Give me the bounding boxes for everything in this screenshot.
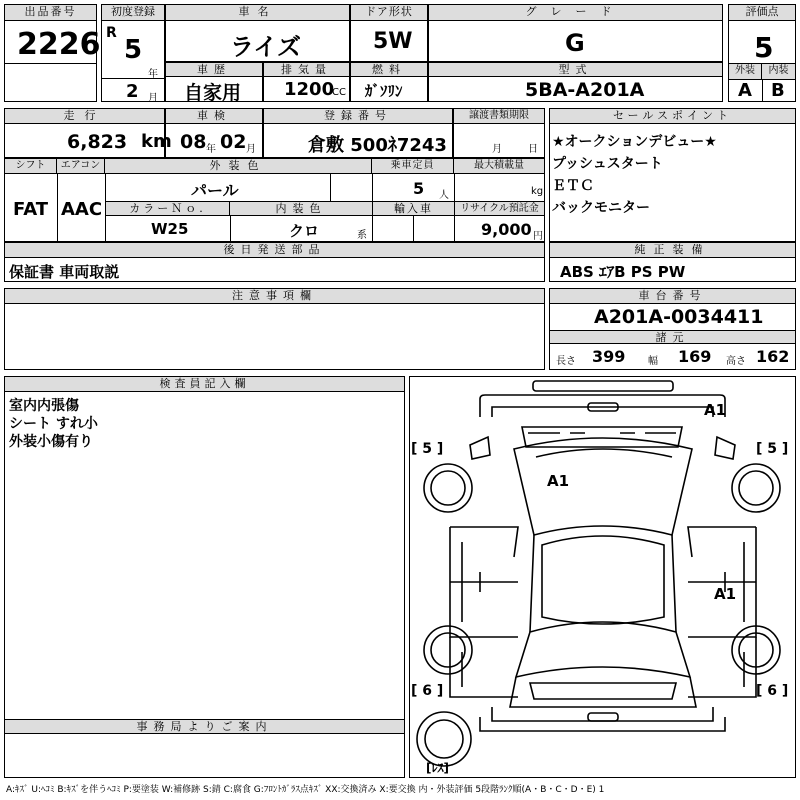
first-reg-month-unit: 月 — [148, 93, 158, 104]
later-parts-value: 保証書 車両取説 — [9, 263, 120, 281]
inspection-month-unit: 月 — [246, 144, 256, 155]
inspection-box — [165, 108, 263, 158]
tire-front-left: [ 5 ] — [411, 441, 444, 457]
import-label: 輸入車 — [373, 202, 454, 216]
score-int-label: 内装 — [762, 64, 795, 80]
sales-point-1: ★オークションデビュー★ — [552, 134, 717, 150]
caution-box — [4, 288, 545, 370]
history-box — [165, 62, 263, 102]
mileage-box — [4, 108, 172, 158]
legend-text: A:ｷｽﾞ U:ﾍｺﾐ B:ｷｽﾞを伴うﾍｺﾐ P:要塗装 W:補修跡 S:錆 C:腐食 G:ﾌﾛﾝﾄｶﾞﾗｽ点ｷｽﾞ XX:交換済み X:要交換 内・外装評価 5段階ﾗﾝｸ順(A・B・C・D・E) 1 — [6, 785, 605, 795]
transfer-box — [453, 108, 545, 158]
first-reg-month: 2 — [126, 81, 139, 102]
door-value: 5W — [373, 29, 413, 54]
door-label: ドア形状 — [351, 5, 427, 21]
score-int-value: B — [771, 80, 785, 101]
first-reg-year: 5 — [124, 35, 143, 65]
length-label: 長さ — [556, 356, 576, 367]
later-parts-box — [4, 242, 545, 282]
car-name-label: 車名 — [166, 5, 349, 21]
interior-color-unit: 系 — [357, 230, 367, 241]
width-value: 169 — [678, 347, 712, 366]
spec-grid-box — [4, 158, 545, 242]
aircon-value: AAC — [61, 199, 103, 220]
score-label: 評価点 — [729, 5, 795, 21]
history-label: 車歴 — [166, 63, 262, 77]
recycle-value: 9,000 — [481, 220, 532, 239]
equipment-value: ABS ｴｱB PS PW — [560, 263, 686, 281]
office-label: 事務局よりご案内 — [5, 719, 404, 734]
color-no-label: カラーＮｏ. — [106, 202, 230, 216]
sales-point-3: ＥＴＣ — [552, 178, 594, 194]
sales-point-2: プッシュスタート — [552, 156, 663, 172]
mileage-unit: km — [141, 131, 172, 152]
transfer-day-unit: 日 — [528, 144, 538, 155]
model-box — [428, 62, 723, 102]
tire-rear-right: [ 6 ] — [756, 683, 789, 699]
registration-value: 倉敷 500ﾈ7243 — [308, 135, 447, 156]
color-no-value: W25 — [151, 220, 189, 238]
capacity-unit: 人 — [439, 190, 449, 201]
aircon-label: エアコン — [57, 159, 105, 174]
max-load-unit: kg — [531, 186, 544, 197]
transfer-month-unit: 月 — [492, 144, 502, 155]
first-reg-year-unit: 年 — [148, 69, 158, 80]
inspector-note-3: 外装小傷有り — [9, 434, 93, 450]
first-reg-era: R — [106, 25, 117, 41]
later-parts-label: 後日発送部品 — [5, 243, 544, 258]
interior-color-label: 内装色 — [230, 202, 372, 216]
inspection-year-unit: 年 — [206, 144, 216, 155]
grade-box — [428, 4, 723, 62]
inspector-note-2: シート すれ小 — [9, 416, 98, 432]
score-box — [728, 4, 796, 102]
history-value: 自家用 — [184, 82, 242, 104]
model-value: 5BA-A201A — [525, 79, 645, 101]
caution-label: 注意事項欄 — [5, 289, 544, 304]
shift-label: シフト — [5, 159, 57, 174]
length-value: 399 — [592, 347, 626, 366]
exterior-color-value: パール — [191, 181, 239, 200]
specs-label: 諸元 — [550, 330, 795, 344]
transfer-label: 譲渡書類期限 — [454, 109, 544, 124]
inspection-month: 02 — [220, 131, 247, 153]
fuel-label: 燃料 — [351, 63, 427, 77]
displacement-box — [263, 62, 350, 102]
door-box — [350, 4, 428, 62]
car-name-box — [165, 4, 350, 62]
height-value: 162 — [756, 347, 790, 366]
displacement-value: 1200 — [284, 79, 335, 100]
grade-value: G — [565, 29, 585, 57]
recycle-label: リサイクル預託金 — [455, 202, 544, 216]
tire-rear-left: [ 6 ] — [411, 683, 444, 699]
inspector-note-1: 室内内張傷 — [9, 398, 79, 414]
chassis-value: A201A-0034411 — [594, 306, 764, 328]
fuel-box — [350, 62, 428, 102]
score-ext-label: 外装 — [729, 64, 762, 80]
inspector-label: 検査員記入欄 — [5, 377, 404, 392]
car-outline-diagram — [410, 377, 795, 777]
sales-point-4: バックモニター — [552, 200, 650, 216]
grade-label: グレード — [429, 5, 722, 21]
model-label: 型式 — [429, 63, 722, 77]
inspection-label: 車検 — [166, 109, 262, 124]
capacity-label: 乗車定員 — [372, 159, 454, 174]
chassis-label: 車台番号 — [550, 289, 795, 304]
mileage-label: 走行 — [5, 109, 164, 124]
capacity-value: 5 — [413, 179, 425, 198]
damage-mark-hood: A1 — [547, 472, 570, 490]
lot-label: 出品番号 — [5, 5, 96, 21]
displacement-label: 排気量 — [264, 63, 349, 77]
spare-tire-label: [ﾚｽ] — [426, 761, 449, 775]
inspector-box — [4, 376, 405, 778]
lot-number: 2226 — [17, 27, 101, 62]
shift-value: FAT — [13, 199, 49, 220]
recycle-unit: 円 — [533, 231, 543, 242]
damage-mark-front: A1 — [704, 401, 727, 419]
damage-mark-rear-right: A1 — [714, 585, 737, 603]
height-label: 高さ — [726, 356, 746, 367]
score-value: 5 — [754, 31, 774, 64]
mileage-value: 6,823 — [67, 131, 128, 153]
equipment-box — [549, 242, 796, 282]
car-name-value: ライズ — [230, 33, 302, 61]
lot-box — [4, 4, 101, 102]
max-load-label: 最大積載量 — [454, 159, 544, 174]
first-reg-label: 初度登録 — [102, 5, 164, 21]
car-diagram-box — [409, 376, 796, 778]
registration-label: 登録番号 — [264, 109, 452, 124]
fuel-value: ｶﾞｿﾘﾝ — [365, 82, 403, 100]
sales-points-box — [549, 108, 796, 242]
width-label: 幅 — [648, 356, 658, 367]
registration-box — [263, 108, 453, 158]
score-ext-value: A — [738, 80, 752, 101]
first-reg-box — [101, 4, 165, 102]
displacement-unit: CC — [332, 87, 346, 98]
sales-points-label: セールスポイント — [550, 109, 795, 124]
interior-color-value: クロ — [289, 222, 320, 240]
equipment-label: 純正装備 — [550, 243, 795, 258]
chassis-box — [549, 288, 796, 370]
exterior-color-label: 外装色 — [105, 159, 372, 174]
inspection-year: 08 — [180, 131, 207, 153]
tire-front-right: [ 5 ] — [756, 441, 789, 457]
